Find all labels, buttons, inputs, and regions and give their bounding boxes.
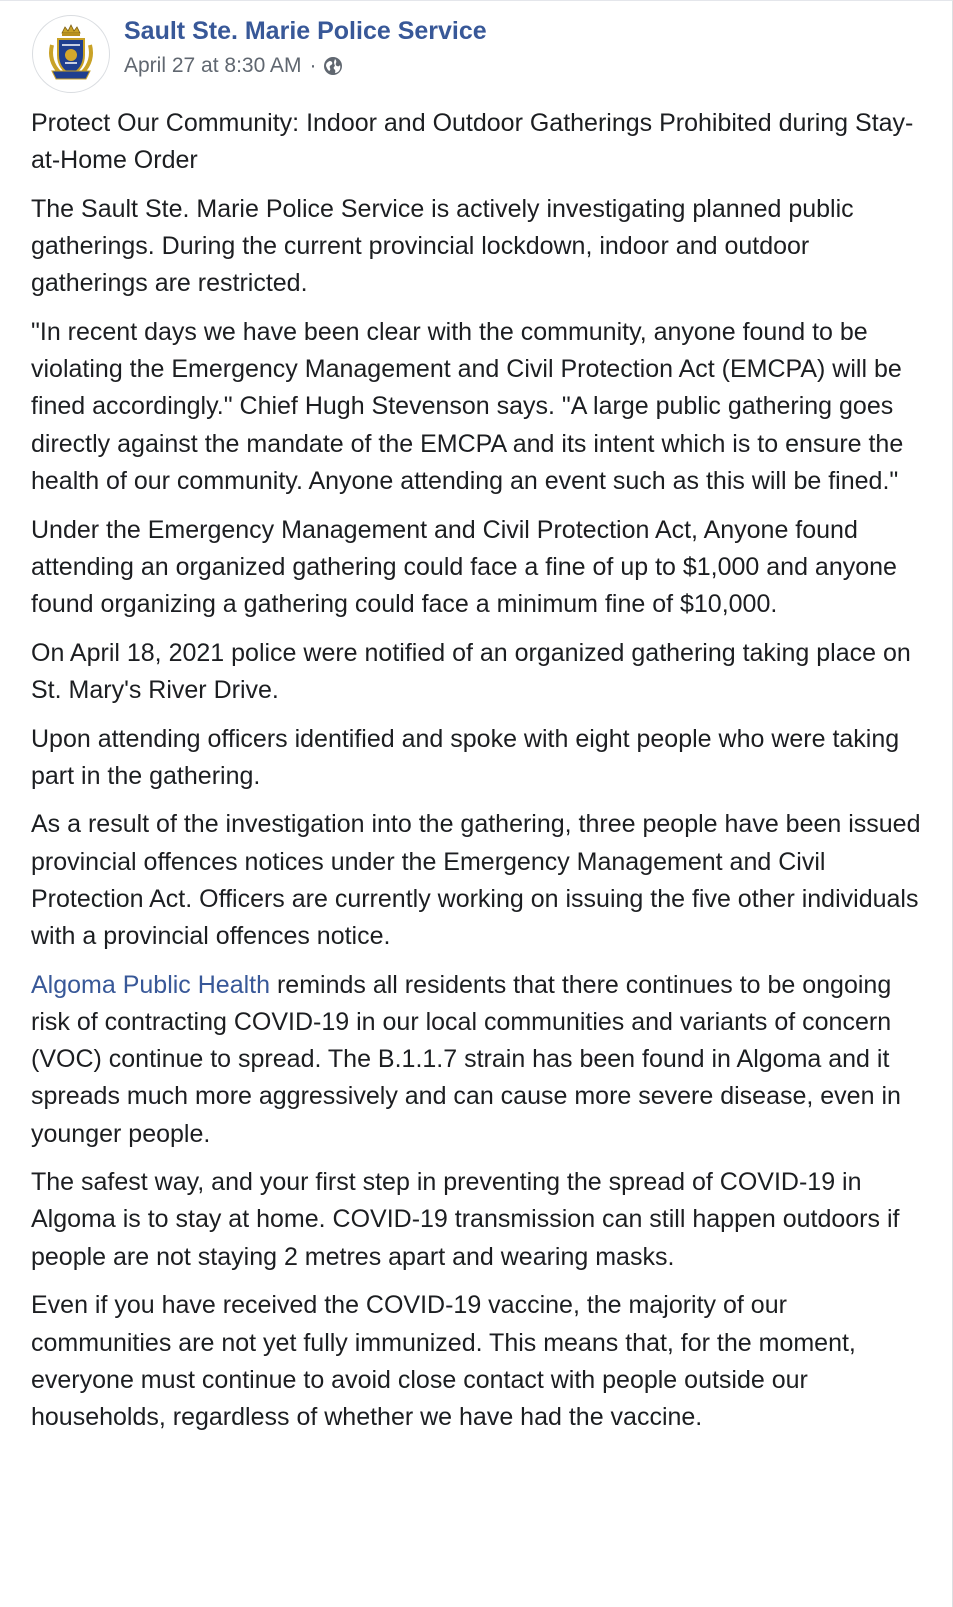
post-message: [31, 105, 921, 1448]
health-paragraph-text: reminds all residents that there continues to be ongoing risk of contracting COVID-19 in our local communities and variants of concern (VOC) continue to spread. The B.1.1.7 strain has been found in Algoma and it spreads much more aggressively and can cause more severe disease, even in younger people.: [31, 970, 901, 1148]
post-header-text: [124, 15, 487, 80]
post-paragraph: Even if you have received the COVID-19 vaccine, the majority of our communities are not yet fully immunized. This means that, for the moment, everyone must continue to avoid close contact with people outside our households, regardless of whether we have had the vaccine.: [31, 1291, 856, 1431]
post-paragraph-title: Protect Our Community: Indoor and Outdoor Gatherings Prohibited during Stay-at-Home Order: [31, 109, 914, 175]
post-paragraph: The Sault Ste. Marie Police Service is actively investigating planned public gatherings. During the current provincial lockdown, indoor and outdoor gatherings are restricted.: [31, 194, 854, 298]
post-paragraph-health: [31, 967, 921, 1153]
post-paragraph: "In recent days we have been clear with the community, anyone found to be violating the Emergency Management and Civil Protection Act (EMCPA) will be fined accordingly." Chief Hugh Stevenson says. "A large public gathering goes directly against the mandate of the EMCPA and its intent which is to ensure the health of our community. Anyone attending an event such as this will be fined.": [31, 318, 904, 495]
globe-icon[interactable]: [322, 55, 344, 77]
page-name-link[interactable]: Sault Ste. Marie Police Service: [124, 17, 487, 45]
post-timestamp[interactable]: April 27 at 8:30 AM: [124, 54, 302, 77]
post-paragraph: The safest way, and your first step in preventing the spread of COVID-19 in Algoma is to stay at home. COVID-19 transmission can still happen outdoors if people are not staying 2 metres apart and wearing masks.: [31, 1168, 900, 1271]
police-crest-icon: [38, 21, 104, 87]
post-header: [32, 15, 487, 93]
post-paragraph: Under the Emergency Management and Civil Protection Act, Anyone found attending an organized gathering could face a fine of up to $1,000 and anyone found organizing a gathering could face a minimum fine of $10,000.: [31, 515, 897, 618]
page-avatar[interactable]: [32, 15, 110, 93]
meta-separator: ·: [309, 54, 317, 77]
algoma-public-health-link[interactable]: Algoma Public Health: [31, 970, 271, 999]
post-paragraph: On April 18, 2021 police were notified of an organized gathering taking place on St. Mary's River Drive.: [31, 638, 911, 704]
post-paragraph: Upon attending officers identified and spoke with eight people who were taking part in the gathering.: [31, 724, 900, 790]
post-meta: [124, 52, 487, 80]
post-paragraph: As a result of the investigation into the gathering, three people have been issued provincial offences notices under the Emergency Management and Civil Protection Act. Officers are currently working on issuing the five other individuals with a provincial offences notice.: [31, 810, 921, 951]
